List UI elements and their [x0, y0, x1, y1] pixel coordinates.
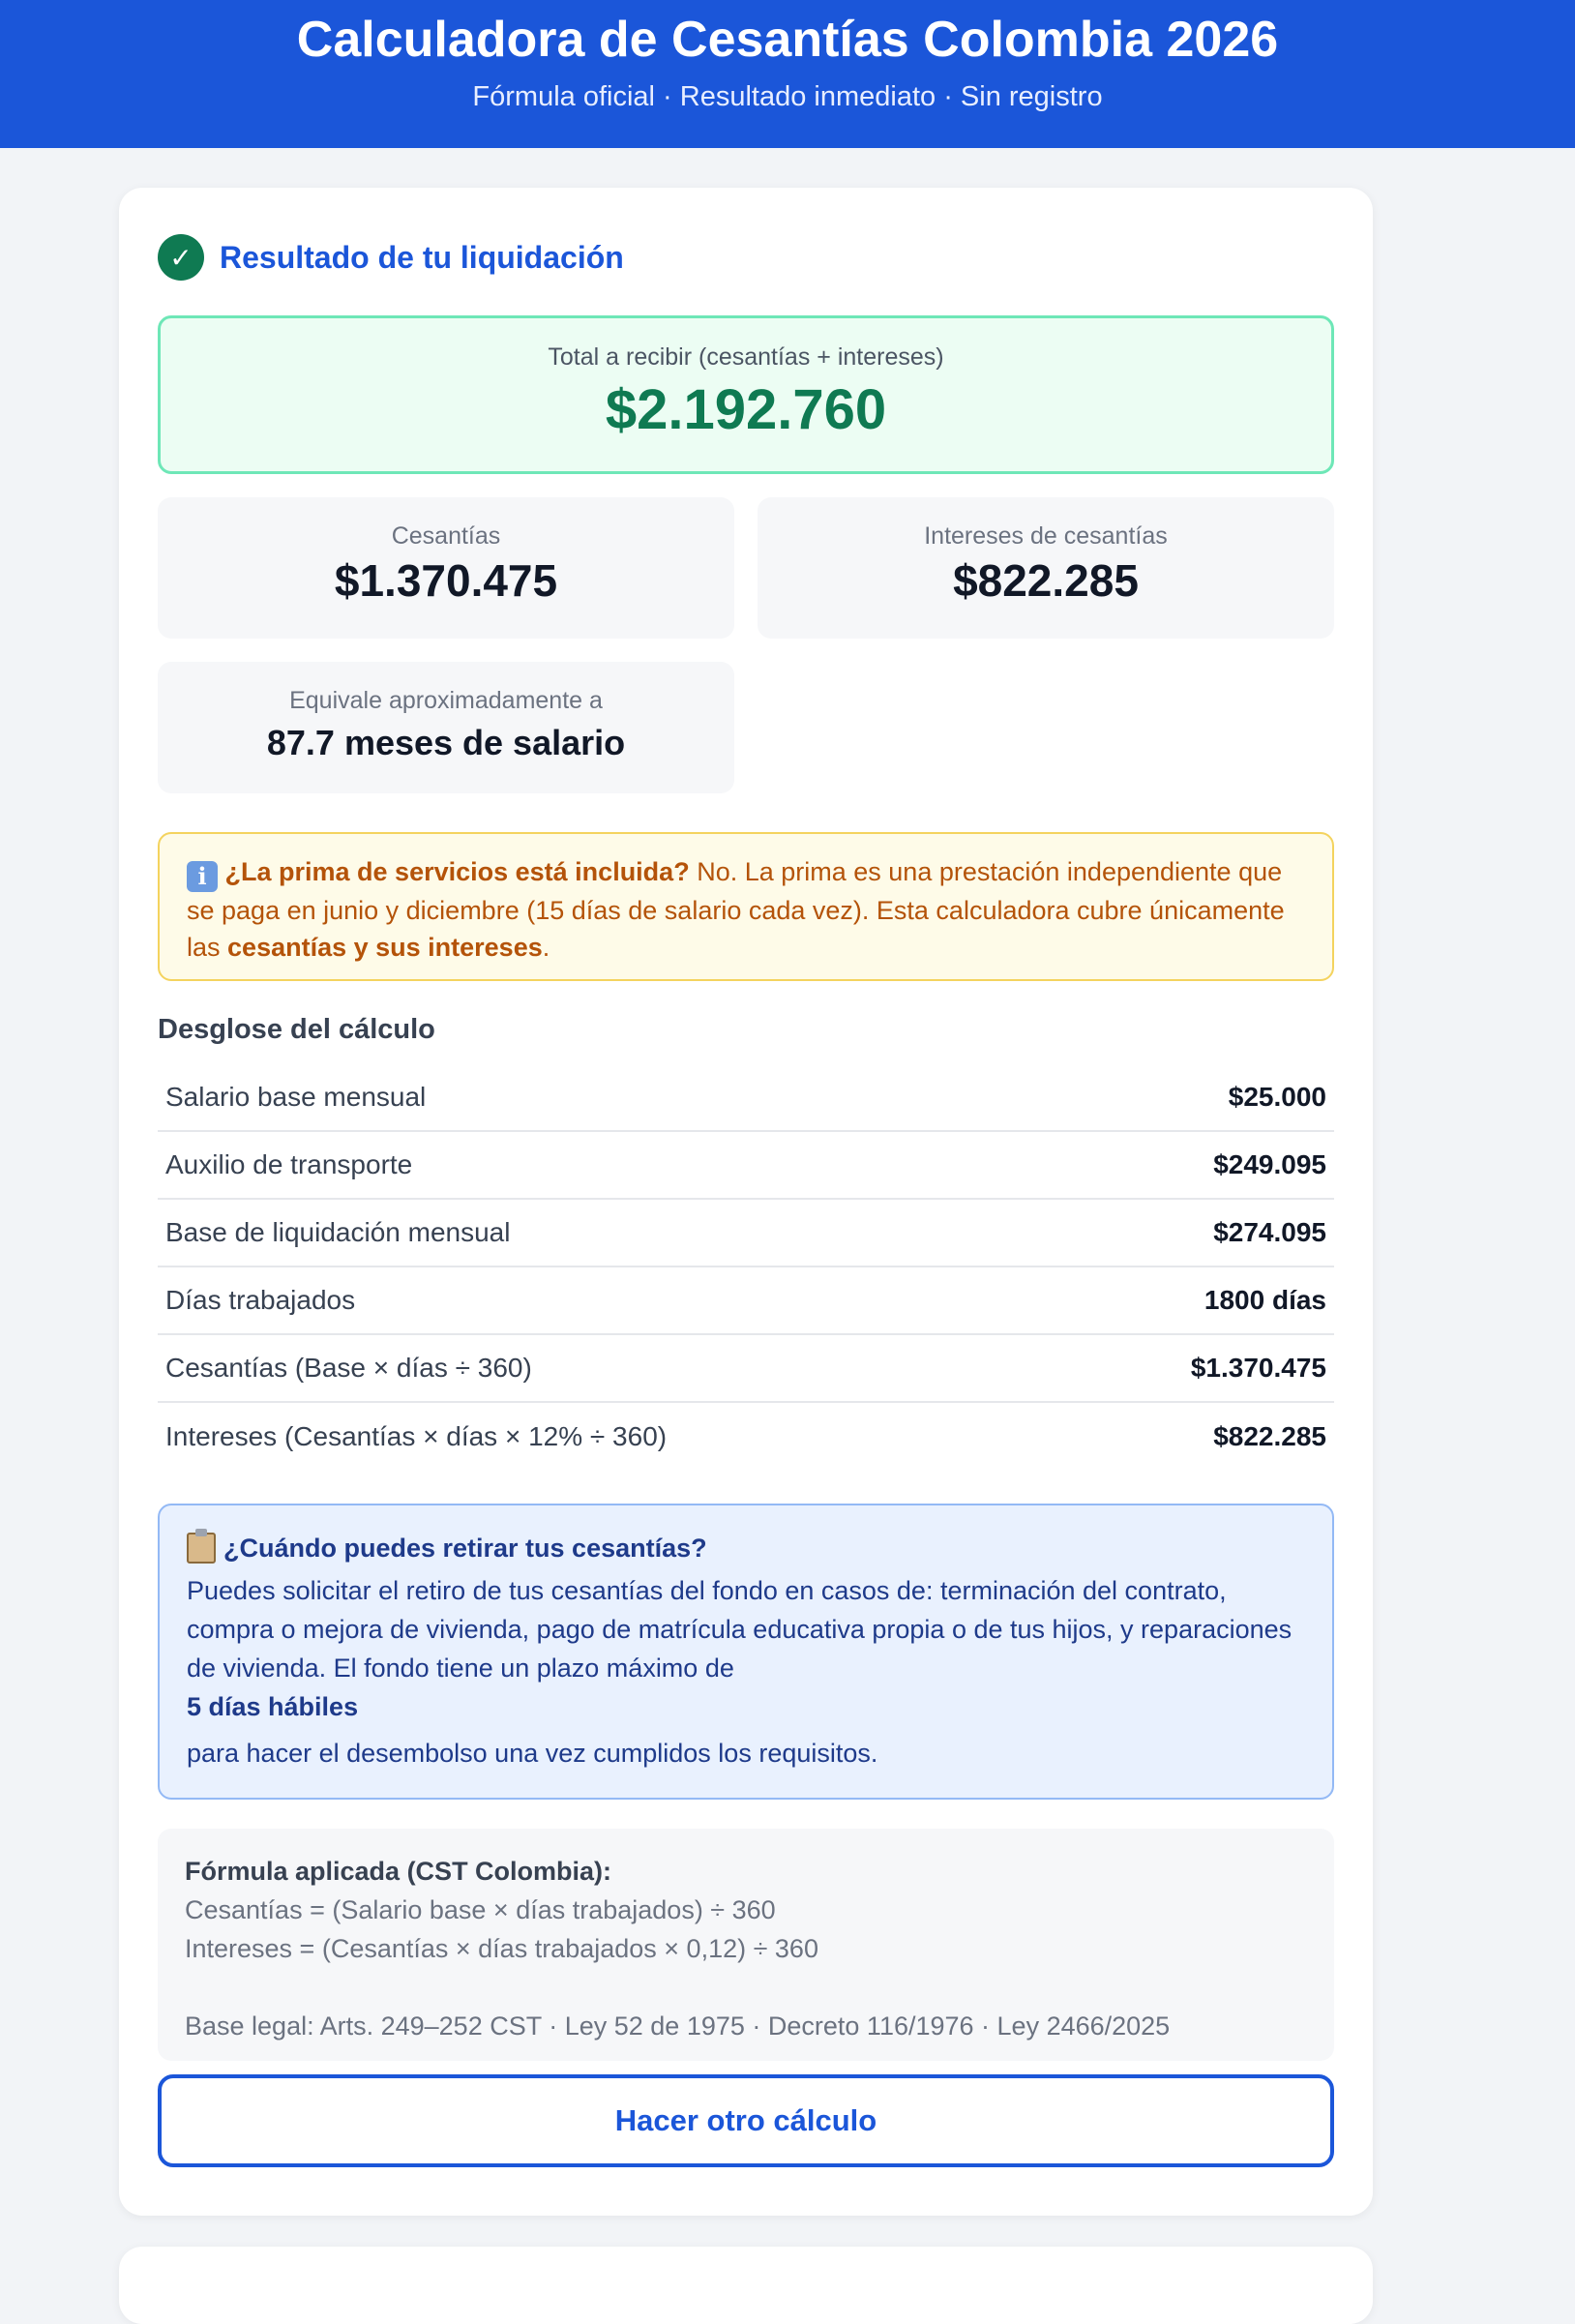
row-label: Intereses (Cesantías × días × 12% ÷ 360) — [165, 1421, 668, 1451]
prima-text-end: . — [542, 933, 550, 962]
info-icon: i — [187, 861, 218, 892]
withdraw-text: Puedes solicitar el retiro de tus cesantías del fondo en casos de: terminación del contrato, compra o mejora de vivienda, pago de matrícula educativa propia o de tus hijos, y reparaciones de vivienda. El fondo tiene un plazo máximo de — [187, 1576, 1293, 1683]
prima-info-box — [158, 832, 1334, 981]
equivalence-stat — [158, 662, 734, 793]
cesantias-value: $1.370.475 — [334, 555, 558, 606]
row-label: Cesantías (Base × días ÷ 360) — [165, 1353, 532, 1383]
legal-basis: Base legal: Arts. 249–252 CST · Ley 52 de 1975 · Decreto 116/1976 · Ley 2466/2025 — [185, 2011, 1171, 2041]
row-label: Salario base mensual — [165, 1082, 427, 1112]
withdraw-days: 5 días hábiles — [187, 1692, 359, 1721]
total-value: $2.192.760 — [605, 378, 887, 441]
row-value: $274.095 — [1213, 1217, 1326, 1247]
row-value: 1800 días — [1204, 1285, 1326, 1315]
check-circle-icon: ✓ — [158, 234, 204, 281]
formula-title: Fórmula aplicada (CST Colombia): — [185, 1857, 612, 1886]
row-value: $1.370.475 — [1190, 1353, 1326, 1383]
next-card — [119, 2247, 1373, 2324]
intereses-value: $822.285 — [953, 555, 1139, 606]
equivalence-label: Equivale aproximadamente a — [289, 687, 603, 714]
prima-bold: cesantías y sus intereses — [227, 933, 543, 962]
result-heading — [158, 234, 1334, 281]
withdraw-tail: para hacer el desembolso una vez cumplidos los requisitos. — [187, 1739, 878, 1768]
equivalence-value: 87.7 meses de salario — [266, 723, 626, 762]
formula-line-2: Intereses = (Cesantías × días trabajados × 0,12) ÷ 360 — [185, 1934, 818, 1963]
table-row — [158, 1132, 1334, 1200]
recalculate-button[interactable]: Hacer otro cálculo — [158, 2074, 1334, 2167]
table-row — [158, 1200, 1334, 1267]
total-label: Total a recibir (cesantías + intereses) — [548, 343, 944, 371]
result-card — [119, 188, 1373, 2216]
prima-question: ¿La prima de servicios está incluida? — [224, 857, 690, 886]
withdraw-info-box — [158, 1504, 1334, 1800]
row-value: $25.000 — [1228, 1082, 1326, 1112]
table-row — [158, 1403, 1334, 1471]
breakdown-table — [158, 1064, 1334, 1471]
withdraw-title: ¿Cuándo puedes retirar tus cesantías? — [223, 1534, 707, 1563]
page-header — [0, 0, 1575, 148]
cesantias-stat — [158, 497, 734, 639]
breakdown-title: Desglose del cálculo — [158, 1014, 435, 1045]
cesantias-label: Cesantías — [391, 522, 501, 550]
total-box — [158, 315, 1334, 474]
row-label: Auxilio de transporte — [165, 1149, 413, 1179]
prima-text: No. La prima es una prestación independiente que se paga en junio y diciembre (15 días de salario cada vez). Esta calculadora cubre únicamente las — [187, 857, 1285, 962]
formula-box — [158, 1829, 1334, 2061]
table-row — [158, 1335, 1334, 1403]
page-title: Calculadora de Cesantías Colombia 2026 — [296, 12, 1279, 68]
table-row — [158, 1267, 1334, 1335]
intereses-stat — [758, 497, 1334, 639]
table-row — [158, 1064, 1334, 1132]
page-subtitle: Fórmula oficial · Resultado inmediato · Sin registro — [472, 81, 1103, 112]
row-label: Base de liquidación mensual — [165, 1217, 511, 1247]
clipboard-icon — [187, 1533, 216, 1564]
withdraw-heading — [187, 1529, 1305, 1567]
row-value: $822.285 — [1213, 1421, 1326, 1451]
intereses-label: Intereses de cesantías — [924, 522, 1168, 550]
result-title: Resultado de tu liquidación — [220, 239, 624, 275]
formula-line-1: Cesantías = (Salario base × días trabajados) ÷ 360 — [185, 1895, 776, 1924]
row-label: Días trabajados — [165, 1285, 356, 1315]
row-value: $249.095 — [1213, 1149, 1326, 1179]
